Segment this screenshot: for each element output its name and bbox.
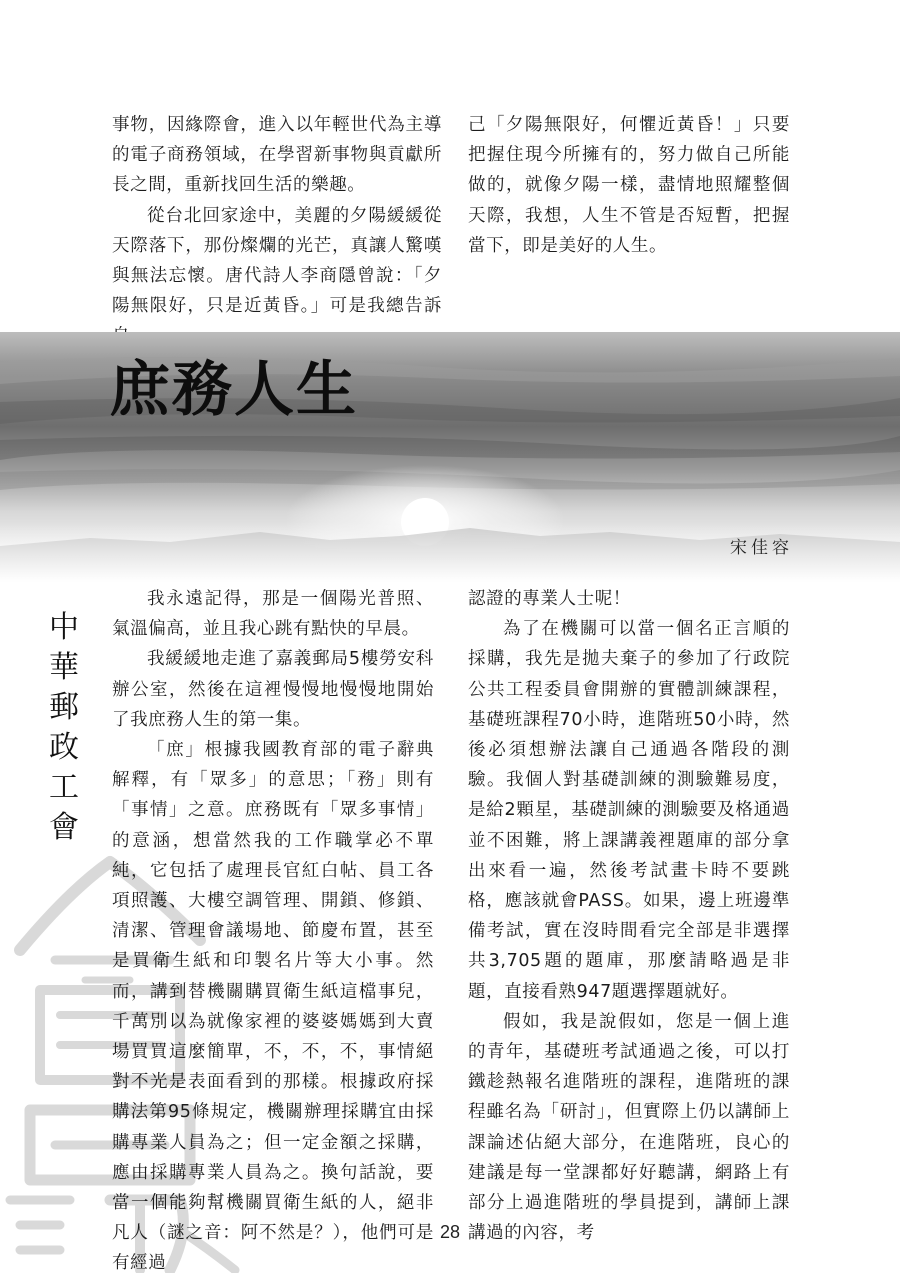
union-name-char: 郵 bbox=[49, 690, 79, 725]
union-name-char: 會 bbox=[49, 810, 79, 845]
article-title: 庶務人生 bbox=[110, 355, 358, 425]
paragraph: 認證的專業人士呢！ bbox=[468, 589, 631, 609]
top-right-column bbox=[468, 110, 790, 261]
top-left-column bbox=[112, 110, 442, 352]
paragraph: 己「夕陽無限好，何懼近黃昏！」只要把握住現今所擁有的，努力做自己所能做的，就像夕陽一樣，盡情地照耀整個天際，我想，人生不管是否短暫，把握當下，即是美好的人生。 bbox=[468, 115, 790, 256]
author-name: 宋佳容 bbox=[730, 538, 793, 558]
union-name-char: 華 bbox=[49, 650, 79, 685]
paragraph: 為了在機關可以當一個名正言順的採購，我先是拋夫棄子的參加了行政院公共工程委員會開辦的實體訓練課程，基礎班課程70小時，進階班50小時，然後必須想辦法讓自己通過各階段的測驗。我個人對基礎訓練的測驗難易度，是給2顆星，基礎訓練的測驗要及格通過並不困難，將上課講義裡題庫的部分拿出來看一遍，然後考試畫卡時不要跳格，應該就會PASS。如果，邊上班邊準備考試，實在沒時間看完全部是非選擇共3,705題的題庫，那麼請略過是非題，直接看熟947題選擇題就好。 bbox=[468, 619, 790, 1002]
paragraph: 我緩緩地走進了嘉義郵局5樓勞安科辦公室，然後在這裡慢慢地慢慢地開始了我庶務人生的第一集。 bbox=[112, 649, 434, 730]
body-left-column bbox=[112, 584, 434, 1279]
paragraph: 從台北回家途中，美麗的夕陽緩緩從天際落下，那份燦爛的光芒，真讓人驚嘆與無法忘懷。唐代詩人李商隱曾說：「夕陽無限好，只是近黃昏。」可是我總告訴 bbox=[112, 205, 442, 317]
paragraph: 事物，因緣際會，進入以年輕世代為主導的電子商務領域，在學習新事物與貢獻所長之間，重新找回生活的樂趣。 bbox=[112, 115, 442, 196]
paragraph: 我永遠記得，那是一個陽光普照、氣溫偏高，並且我心跳有點快的早晨。 bbox=[112, 589, 434, 640]
page-number: 28 bbox=[439, 1222, 461, 1242]
union-name-char: 中 bbox=[49, 610, 79, 645]
union-name-char: 政 bbox=[49, 730, 79, 765]
paragraph: 「庶」根據我國教育部的電子辭典解釋，有「眾多」的意思；「務」則有「事情」之意。庶務既有「眾多事情」的意涵，想當然我的工作職掌必不單純，它包括了處理長官紅白帖、員工各項照護、大樓空調管理、開鎖、修鎖、清潔、管理會議場地、節慶布置，甚至是買衛生紙和印製名片等大小事。然而，講到替機關購買衛生紙這檔事兒，千萬別以為就像家裡的婆婆媽媽到大賣場買買這麼簡單，不，不，不，事情絕對不光是表面看到的那樣。根據政府採購法第95條規定，機關辦理採購宜由採購專業人員為之；但一定金額之採購，應由採購專業人員為之。換句話說，要當一個能夠幫機關買衛生紙的人，絕非凡人（謎之音：阿不然是？），他們可是有經過 bbox=[112, 740, 434, 1274]
union-name-char: 工 bbox=[49, 770, 79, 805]
paragraph: 假如，我是說假如，您是一個上進的青年，基礎班考試通過之後，可以打鐵趁熱報名進階班的課程，進階班的課程雖名為「研討」，但實際上仍以講師上課論述佔絕大部分，在進階班，良心的建議是每一堂課都好好聽講，網路上有部分上過進階班的學員提到，講師上課講過的內容，考 bbox=[468, 1011, 790, 1244]
union-name-vertical bbox=[44, 608, 84, 848]
body-right-column bbox=[468, 584, 790, 1248]
